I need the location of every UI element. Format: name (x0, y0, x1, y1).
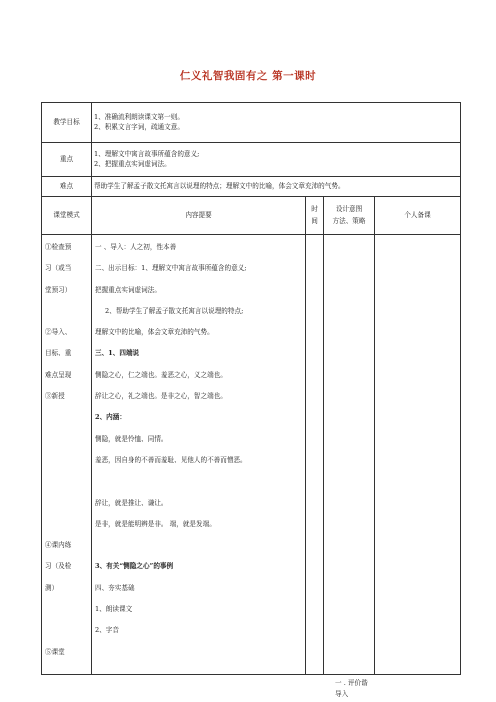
mode-line (45, 620, 88, 641)
header-design (324, 197, 375, 235)
header-row (42, 197, 461, 235)
goals-label: 教学目标 (42, 103, 92, 143)
content-line: 恻隐之心，仁之端也。羞恶之心，义之端也。 (95, 370, 227, 379)
mode-line: 习（及检 (45, 562, 72, 571)
mode-line: 测） (45, 583, 59, 592)
mode-line: ④课内练 (45, 541, 72, 550)
difficulty-content: 帮助学生了解孟子散文托寓言以说理的特点；理解文中的比喻，体会文章充沛的气势。 (92, 177, 461, 197)
difficulty-label: 难点 (42, 177, 92, 197)
header-mode: 课堂模式 (42, 197, 92, 235)
design-note-line: 一 . 评价谐 (335, 679, 368, 687)
mode-line: ③新授 (45, 392, 65, 401)
goals-content (92, 103, 461, 143)
mode-line: 难点呈现 (45, 370, 72, 379)
content-line: 是非，就是能明辨是非。 端，就是发端。 (95, 519, 216, 528)
mode-line: ②导入、 (45, 328, 72, 337)
key-row (42, 143, 461, 177)
key-label: 重点 (42, 143, 92, 177)
mode-line: 习（或当 (45, 264, 72, 273)
mode-line: ①检查预 (45, 243, 72, 251)
content-line: 辞让，就是推让、谦让。 (95, 498, 168, 507)
mode-line (45, 407, 88, 428)
mode-line: 堂预习） (45, 285, 72, 294)
goals-line: 2、积累文言字词，疏通文意。 (94, 122, 184, 131)
header-time (306, 197, 324, 235)
design-note-line: 导入 (335, 689, 349, 698)
difficulty-row (42, 177, 461, 197)
key-line: 1、理解文中寓言故事所蕴含的意义; (94, 149, 200, 158)
content-line: 1、朗读课文 (95, 605, 133, 614)
content-line: 辞让之心，礼之端也。是非之心，智之端也。 (95, 392, 227, 401)
mode-line (45, 429, 88, 450)
mode-line (45, 493, 88, 514)
key-content (92, 143, 461, 177)
mode-line (45, 471, 88, 492)
header-time-2: 间 (311, 216, 318, 225)
key-line: 2、把握重点实词虚词法。 (94, 159, 171, 168)
content-line: 3、有关“恻隐之心”的事例 (95, 562, 174, 571)
content-line (95, 471, 302, 492)
mode-line (45, 450, 88, 471)
content-line: 恻隐，就是怜恤、同情。 (95, 434, 168, 443)
content-line: 羞恶，因自身的不善而羞耻、见他人的不善而憎恶。 (95, 455, 247, 464)
header-time-1: 时 (311, 205, 318, 214)
content-line: 2、帮助学生了解孟子散文托寓言以说理的特点; (105, 306, 244, 315)
mode-column (42, 235, 92, 675)
mode-line: 目标、重 (45, 349, 72, 358)
header-content: 内容提要 (92, 197, 306, 235)
goals-row (42, 103, 461, 143)
content-line (95, 642, 302, 663)
body-row (42, 235, 461, 675)
goals-line: 1、准确流利朗读课文第一则。 (94, 112, 184, 121)
personal-column (375, 235, 461, 675)
time-column (306, 235, 324, 675)
content-line: 四、夯实基础 (95, 583, 135, 592)
content-line: 二、出示目标：1、理解文中寓言故事所蕴含的意义; (95, 264, 247, 273)
content-line: 把握重点实词虚词法。 (95, 285, 161, 294)
header-personal: 个人备课 (375, 197, 461, 235)
content-line (95, 535, 302, 556)
content-line: 理解文中的比喻，体会文章充沛的气势。 (95, 328, 214, 337)
header-design-2: 方法、策略 (332, 216, 366, 225)
mode-line (45, 599, 88, 620)
design-column (324, 235, 375, 675)
lesson-plan-table (41, 102, 461, 675)
page-title: 仁义礼智我固有之 第一课时 (179, 70, 317, 82)
content-line: 2、字音 (95, 626, 119, 635)
mode-line (45, 301, 88, 322)
mode-line (45, 514, 88, 535)
content-line: 一 、导入：人之初，性本善 (95, 243, 177, 251)
content-column (92, 235, 306, 675)
content-line: 2、内涵： (95, 413, 126, 422)
header-design-1: 设计意图 (335, 205, 363, 214)
design-note (335, 678, 368, 699)
content-line: 三、1、四端说 (95, 349, 140, 358)
mode-line: ⑤课堂 (45, 647, 65, 656)
